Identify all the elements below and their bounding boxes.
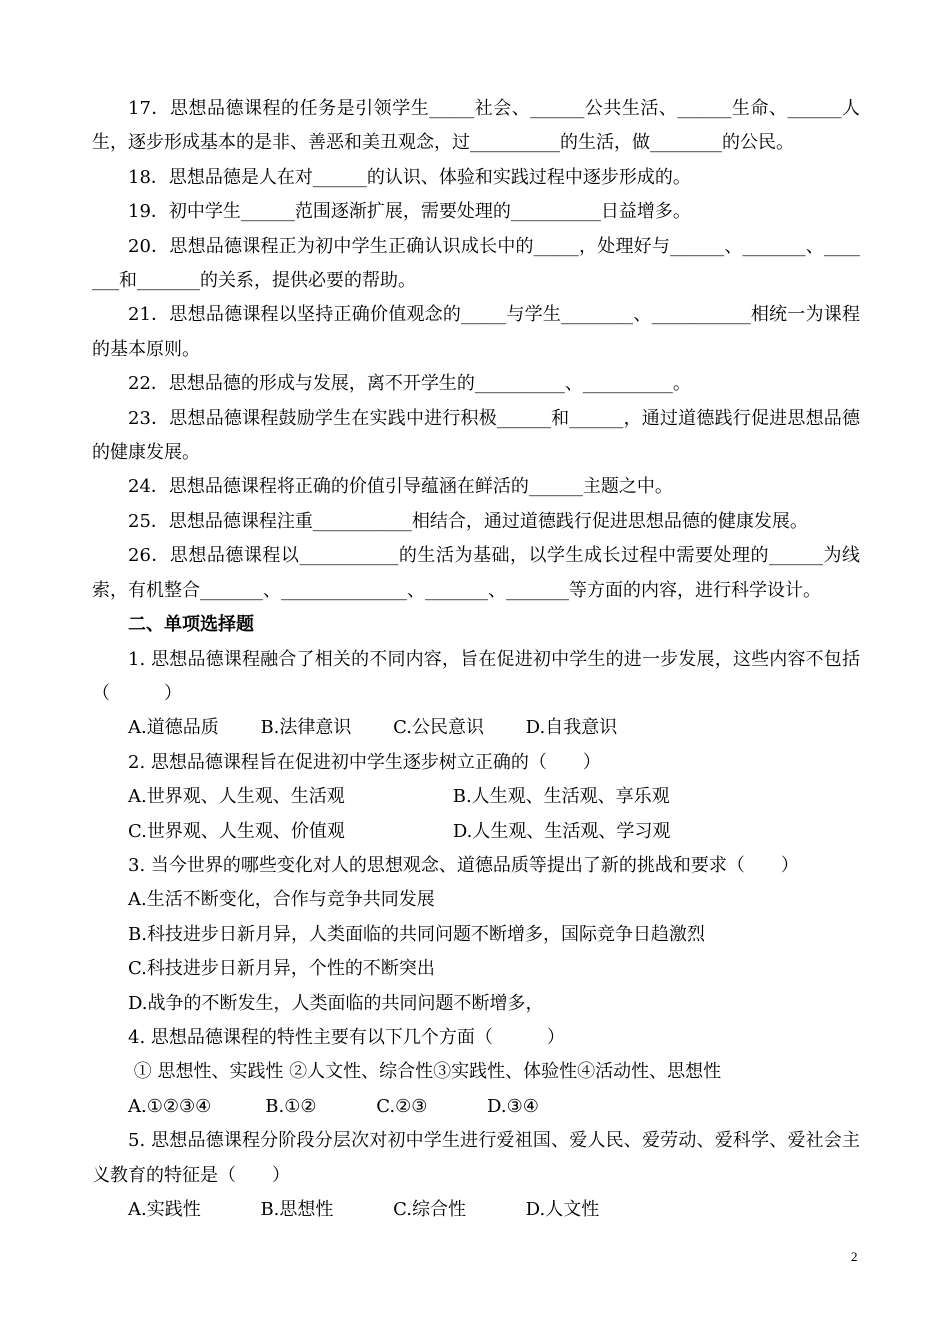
question-options: A.生活不断变化，合作与竞争共同发展 — [128, 889, 435, 911]
question-stem: 2. 思想品德课程旨在促进初中学生逐步树立正确的（ ） — [128, 751, 601, 773]
question-options: B.科技进步日新月异，人类面临的共同问题不断增多，国际竞争日趋激烈 — [128, 923, 705, 945]
question-options: A.道德品质 B.法律意识 C.公民意识 D.自我意识 — [128, 717, 618, 739]
question-options: ① 思想性、实践性 ②人文性、综合性③实践性、体验性④活动性、思想性 — [128, 1061, 722, 1083]
fill-in-25: 25．思想品德课程注重___________相结合，通过道德践行促进思想品德的健康发展。 — [128, 510, 808, 532]
question-stem: 5. 思想品德课程分阶段分层次对初中学生进行爱祖国、爱人民、爱劳动、爱科学、爱社会主义教育的特征是（ ） — [92, 1130, 860, 1186]
question-options: D.战争的不断发生，人类面临的共同问题不断增多， — [128, 992, 544, 1014]
page-content — [92, 92, 860, 1227]
question-options: C.世界观、人生观、价值观 D.人生观、生活观、学习观 — [128, 820, 671, 842]
fill-in-22: 22．思想品德的形成与发展，离不开学生的__________、__________。 — [128, 373, 691, 395]
question-stem: 4. 思想品德课程的特性主要有以下几个方面（ ） — [128, 1026, 565, 1048]
fill-in-18: 18．思想品德是人在对______的认识、体验和实践过程中逐步形成的。 — [128, 166, 691, 188]
fill-in-21: 21．思想品德课程以坚持正确价值观念的_____与学生________、___________相统一为课程的基本原则。 — [92, 304, 860, 360]
question-options: A.世界观、人生观、生活观 B.人生观、生活观、享乐观 — [128, 786, 670, 808]
question-options: C.科技进步日新月异，个性的不断突出 — [128, 958, 435, 980]
fill-in-17: 17．思想品德课程的任务是引领学生_____社会、______公共生活、______生命、______人生，逐步形成基本的是非、善恶和美丑观念，过__________的生活，做________的公民。 — [92, 98, 860, 154]
section-title: 二、单项选择题 — [128, 614, 254, 636]
fill-in-24: 24．思想品德课程将正确的价值引导蕴涵在鲜活的______主题之中。 — [128, 476, 673, 498]
question-stem: 1. 思想品德课程融合了相关的不同内容，旨在促进初中学生的进一步发展，这些内容不包括（ ） — [92, 648, 860, 704]
question-options: A.①②③④ B.①② C.②③ D.③④ — [128, 1095, 539, 1117]
fill-in-19: 19．初中学生______范围逐渐扩展，需要处理的__________日益增多。 — [128, 201, 691, 223]
page-number: 2 — [851, 1249, 858, 1264]
question-options: A.实践性 B.思想性 C.综合性 D.人文性 — [128, 1199, 600, 1220]
question-stem: 3. 当今世界的哪些变化对人的思想观念、道德品质等提出了新的挑战和要求（ ） — [128, 854, 799, 876]
fill-in-23: 23．思想品德课程鼓励学生在实践中进行积极______和______，通过道德践行促进思想品德的健康发展。 — [92, 407, 860, 464]
fill-in-26: 26．思想品德课程以___________的生活为基础，以学生成长过程中需要处理的______为线索，有机整合_______、______________、_______、_______等方面的内容，进行科学设计。 — [92, 545, 860, 601]
fill-in-20: 20．思想品德课程正为初中学生正确认识成长中的_____，处理好与______、_______、_______和_______的关系，提供必要的帮助。 — [92, 235, 860, 292]
